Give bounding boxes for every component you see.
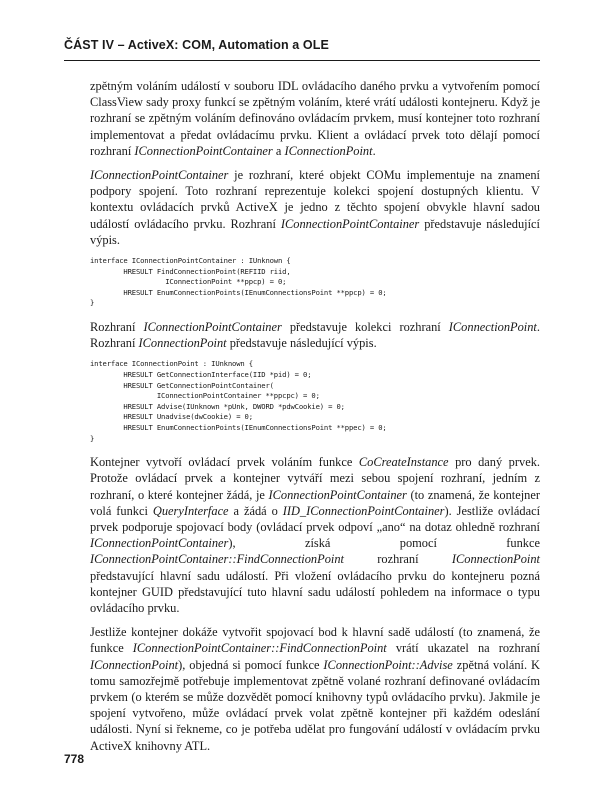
text-run: . [372, 143, 376, 158]
italic-term: QueryInterface [152, 503, 229, 518]
italic-term: IConnectionPointContainer [268, 487, 407, 502]
italic-term: IConnectionPoint::Advise [323, 657, 453, 672]
running-header [64, 38, 540, 61]
paragraph-3 [90, 319, 540, 351]
italic-term: IConnectionPointContainer [90, 536, 229, 551]
italic-term: IConnectionPointContainer [143, 320, 282, 334]
text-run: . Rozhraní [90, 320, 540, 351]
text-run: představující hlavní sadu událostí. Při vložení ovládacího prvku do kontejneru pozná kontejner GUID představující tuto hlavní sadu událostí pohledem na informace o typu ovládacího prvku. [90, 568, 540, 615]
italic-term: IConnectionPoint [90, 657, 179, 672]
text-run: je rozhraní, které objekt COMu implementuje na znamení podpory spojení. Toto rozhraní reprezentuje kolekci spojení dostupných klientu. V kontextu ovládacích prvků ActiveX je jedno z těchto spojení obvykle hlavní sadou událostí ovládacího prvku. Rozhraní [90, 168, 540, 231]
text-run: vrátí ukazatel na rozhraní [386, 641, 540, 656]
text-run: Kontejner vytvoří ovládací prvek voláním funkce [90, 455, 359, 470]
text-run: a žádá o [228, 503, 283, 518]
italic-term: CoCreateInstance [358, 455, 449, 470]
text-run: představuje následující výpis. [90, 216, 540, 247]
text-run: pro daný prvek. Protože ovládací prvek a kontejner vytváří mezi sebou spojení rozhraní, jedním z rozhraní, o které kontejner žádá, je [90, 455, 540, 502]
page-number: 778 [64, 752, 85, 766]
text-run: (to znamená, že kontejner volá funkci [90, 487, 540, 518]
italic-term: IConnectionPoint [448, 320, 537, 334]
text-run: zpětným voláním událostí v souboru IDL ovládacího daného prvku a vytvořením pomocí ClassView sady proxy funkcí se zpětným voláním, které vrátí události kontejneru. Když je rozhraní se zpětným voláním definováno ovládacím prvkem, musí kontejner toto rozhraní implementovat a předat ovládacímu prvku. Klient a ovládací prvek toto dělají pomocí rozhraní [90, 79, 540, 158]
italic-term: IConnectionPointContainer::FindConnectionPoint [90, 552, 344, 567]
paragraph-5 [90, 624, 540, 754]
italic-term: IID_IConnectionPointContainer [282, 503, 445, 518]
italic-term: IConnectionPointContainer [134, 143, 273, 158]
code-listing-connection-point: interface IConnectionPoint : IUnknown { HRESULT GetConnectionInterface(IID *pid) = 0; HRESULT GetConnectionPointContainer( IConnectionPointContainer **ppcpc) = 0; HRESULT Advise(IUnknown *pUnk, DWORD *pdwCookie) = 0; HRESULT Unadvise(dwCookie) = 0; HRESULT EnumConnectionPoints(IEnumConnectionsPoint **ppec) = 0; } [90, 359, 387, 443]
text-run: Rozhraní [90, 320, 144, 334]
paragraph-1 [90, 78, 540, 159]
header-rule [64, 60, 540, 61]
text-run: a [272, 143, 285, 158]
code-listing-connection-point-container: interface IConnectionPointContainer : IUnknown { HRESULT FindConnectionPoint(REFIID riid, IConnectionPoint **ppcp) = 0; HRESULT EnumConnectionPoints(IEnumConnectionsPoint **ppcp) = 0; } [90, 256, 387, 308]
italic-term: IConnectionPoint [284, 143, 373, 158]
text-run: ), získá pomocí funkce [228, 536, 540, 551]
text-run: zpětná volání. K tomu samozřejmě potřebuje implementovat zpětně volané rozhraní definované ovládacím prvkem (o kterém se může dozvědět pomocí knihovny typů ovládacího prvku). Jakmile je spojení vytvořeno, může ovládací prvek volat zpětně kontejner při každém odeslání události. Nyní si řekneme, co je potřeba udělat pro fungování událostí v ovládacím prvku ActiveX knihovny ATL. [90, 657, 540, 753]
text-run: představuje následující výpis. [226, 336, 377, 351]
text-run: Jestliže kontejner dokáže vytvořit spojovací bod k hlavní sadě událostí (to znamená, že funkce [90, 625, 540, 656]
text-run: ), objedná si pomocí funkce [178, 657, 324, 672]
italic-term: IConnectionPoint [138, 336, 227, 351]
text-run: rozhraní [343, 552, 452, 567]
italic-term: IConnectionPointContainer [280, 216, 420, 231]
paragraph-4 [90, 454, 540, 616]
page-body [90, 78, 540, 762]
paragraph-2 [90, 167, 540, 248]
chapter-title: ČÁST IV – ActiveX: COM, Automation a OLE [64, 38, 329, 52]
text-run: ). Jestliže ovládací prvek podporuje spojovací body (ovládací prvek odpoví „ano“ na dotaz ohledně rozhraní [90, 503, 541, 534]
text-run: představuje kolekci rozhraní [281, 320, 449, 334]
italic-term: IConnectionPointContainer [90, 168, 229, 183]
italic-term: IConnectionPointContainer::FindConnectionPoint [132, 641, 387, 656]
italic-term: IConnectionPoint [451, 552, 540, 567]
